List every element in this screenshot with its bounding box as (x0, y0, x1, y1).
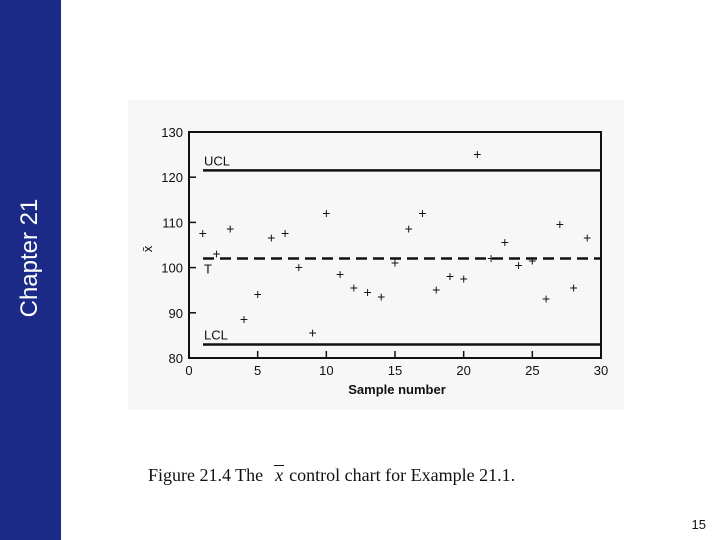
data-point: + (335, 265, 345, 282)
data-point: + (363, 283, 372, 300)
data-point: + (198, 225, 207, 242)
y-tick-label: 110 (162, 215, 183, 231)
data-point: + (239, 311, 249, 328)
data-point: + (555, 216, 564, 233)
data-point: + (583, 229, 592, 246)
data-point: + (459, 270, 468, 287)
data-point: + (294, 259, 303, 276)
x-tick-label: 25 (525, 363, 540, 378)
x-axis-label: Sample number (348, 382, 446, 397)
page-number: 15 (691, 517, 706, 532)
x-tick-label: 30 (593, 363, 609, 378)
reference-label-t: T (204, 261, 212, 277)
data-point: + (541, 290, 551, 307)
data-point: + (569, 279, 578, 296)
y-axis-label: x̄ (140, 245, 155, 253)
y-tick-label: 80 (168, 351, 183, 366)
data-point: + (487, 250, 496, 267)
data-point: + (267, 229, 276, 246)
data-point: + (528, 252, 537, 269)
caption-xbar-symbol: x (275, 465, 284, 485)
data-point: + (281, 225, 290, 242)
y-tick-label: 100 (161, 260, 183, 276)
data-point: + (377, 288, 386, 305)
data-point: + (473, 146, 482, 163)
x-tick-label: 20 (456, 363, 471, 378)
data-point: + (390, 254, 400, 271)
data-point: + (226, 220, 235, 237)
data-point: + (349, 279, 358, 296)
data-point: + (514, 256, 523, 273)
figure-caption (148, 465, 515, 486)
x-tick-label: 5 (254, 363, 262, 378)
caption-prefix: Figure 21.4 The (148, 465, 264, 485)
data-point: + (308, 324, 317, 341)
data-point: + (445, 268, 455, 285)
data-point: + (432, 281, 441, 298)
data-point: + (322, 204, 331, 221)
x-tick-label: 15 (387, 363, 403, 378)
data-point: + (418, 204, 427, 221)
reference-label-ucl: UCL (204, 153, 231, 169)
reference-label-lcl: LCL (204, 327, 228, 343)
y-tick-label: 90 (168, 305, 183, 321)
data-point: + (500, 234, 509, 251)
x-tick-label: 0 (185, 363, 193, 378)
scan-background (128, 100, 624, 410)
chapter-label: Chapter 21 (16, 198, 43, 318)
y-tick-label: 130 (161, 125, 183, 140)
x-tick-label: 10 (319, 363, 334, 378)
caption-suffix: control chart for Example 21.1. (289, 465, 516, 485)
data-point: + (253, 286, 262, 303)
data-point: + (404, 220, 413, 237)
y-tick-label: 120 (161, 170, 183, 186)
data-point: + (212, 245, 221, 262)
